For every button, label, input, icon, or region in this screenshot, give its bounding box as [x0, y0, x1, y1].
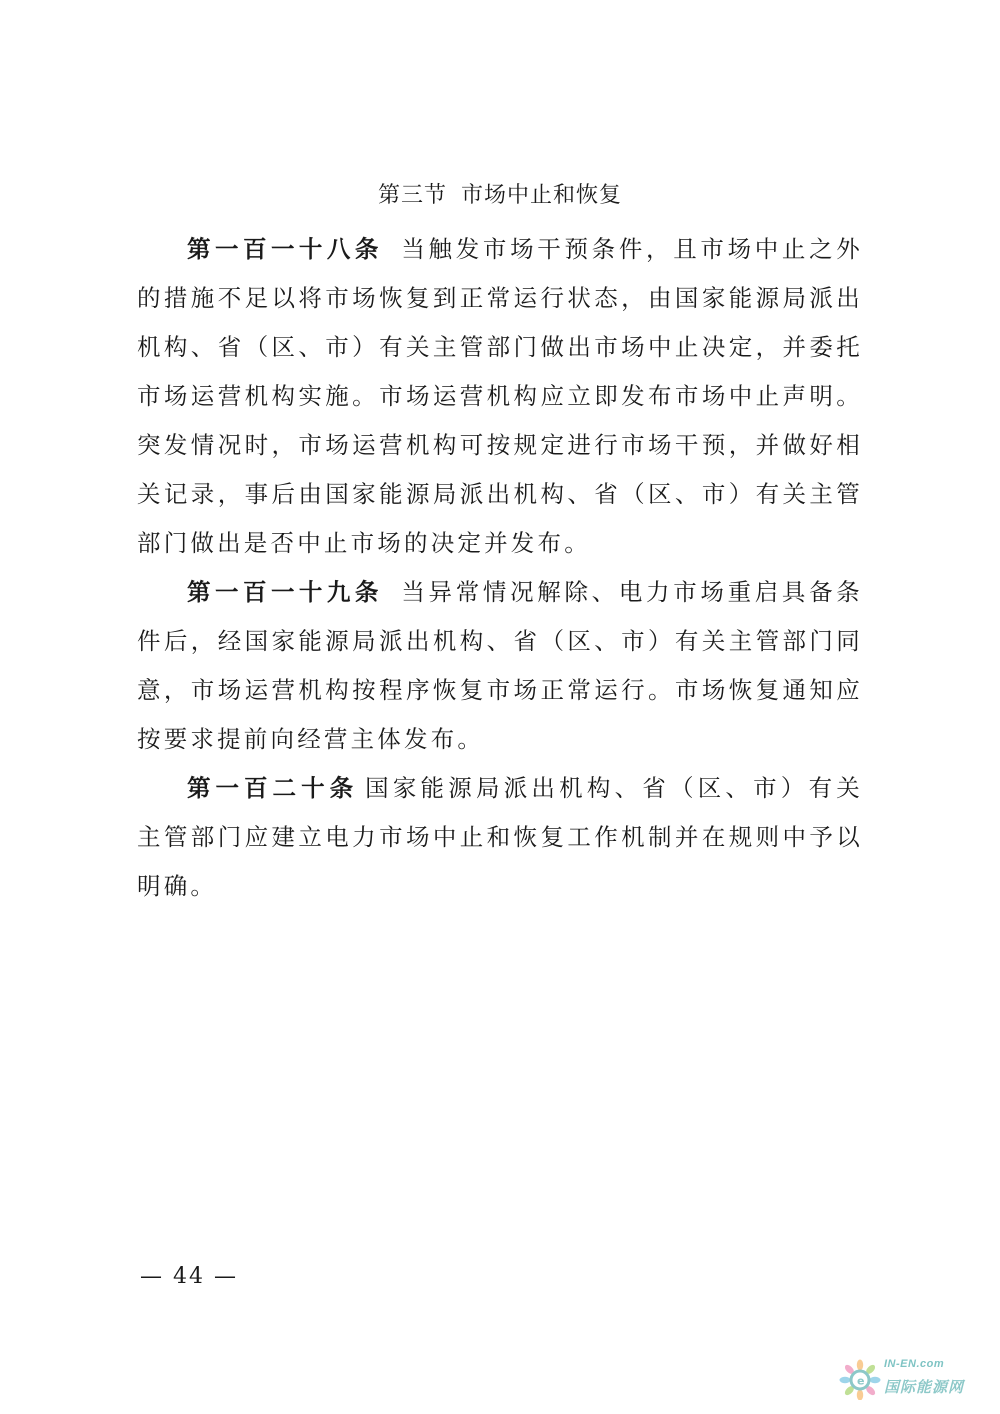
watermark-site: IN-EN.com	[884, 1358, 945, 1370]
sun-flower-logo-icon	[838, 1356, 882, 1400]
page-number: — 44 —	[140, 1264, 238, 1289]
article-text: 当触发市场干预条件，且市场中止之外的措施不足以将市场恢复到正常运行状态，由国家能源局派出机构、省（区、市）有关主管部门做出市场中止决定，并委托市场运营机构实施。市场运营机构应立即发布市场中止声明。突发情况时，市场运营机构可按规定进行市场干预，并做好相关记录，事后由国家能源局派出机构、省（区、市）有关主管部门做出是否中止市场的决定并发布。	[137, 235, 864, 557]
article-text: 当异常情况解除、电力市场重启具备条件后，经国家能源局派出机构、省（区、市）有关主管部门同意，市场运营机构按程序恢复市场正常运行。市场恢复通知应按要求提前向经营主体发布。	[137, 578, 864, 753]
section-title: 市场中止和恢复	[461, 183, 623, 208]
article-120	[137, 764, 863, 911]
article-number: 第一百一十九条	[187, 578, 383, 606]
article-number: 第一百一十八条	[187, 235, 383, 263]
logo-petal	[857, 1360, 863, 1371]
section-heading	[0, 180, 1000, 212]
article-119	[137, 568, 863, 764]
article-number: 第一百二十条	[187, 774, 359, 802]
article-118	[137, 225, 863, 568]
article-text: 国家能源局派出机构、省（区、市）有关主管部门应建立电力市场中止和恢复工作机制并在规则中予以明确。	[137, 774, 864, 900]
watermark	[838, 1350, 988, 1404]
watermark-name: 国际能源网	[884, 1378, 965, 1396]
logo-petal	[870, 1377, 881, 1383]
svg-text:e: e	[857, 1374, 865, 1388]
section-label: 第三节	[377, 183, 447, 208]
logo-petal	[857, 1390, 863, 1401]
logo-petal	[840, 1377, 851, 1383]
